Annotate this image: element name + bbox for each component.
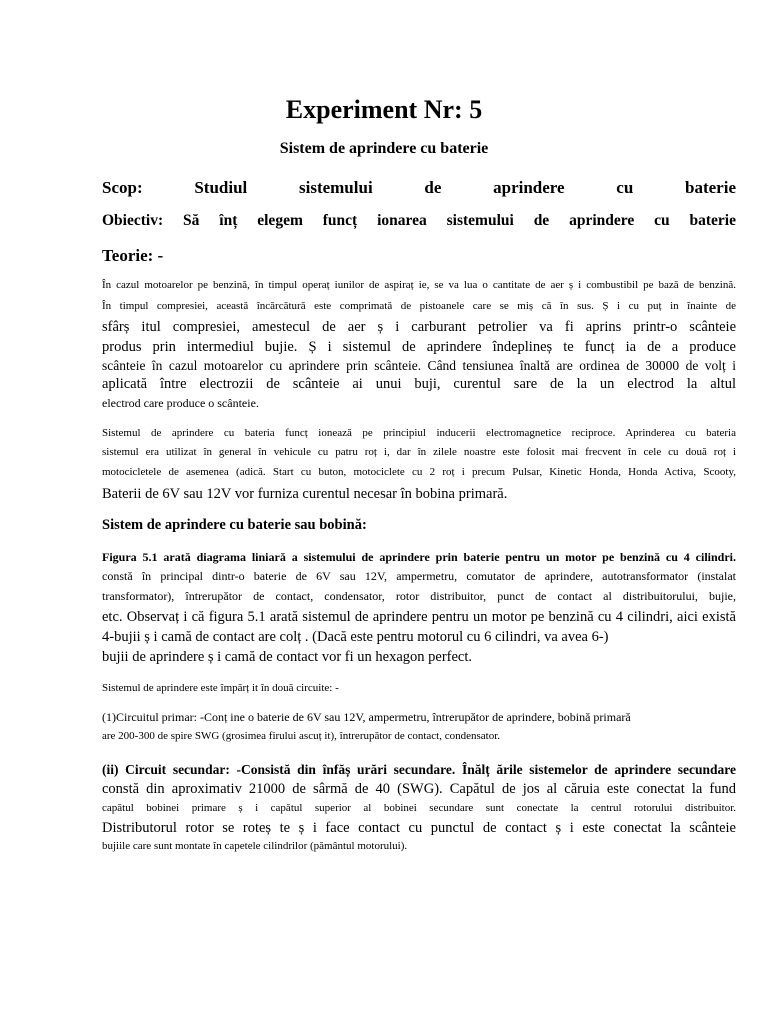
paragraph-line: Sistemul de aprindere este împărț it în două circuite: - xyxy=(102,682,339,694)
paragraph-line: (1)Circuitul primar: -Conț ine o baterie de 6V sau 12V, ampermetru, întrerupător de aprindere, bobină primară xyxy=(102,711,631,724)
paragraph-line: constă din aproximativ 21000 de sârmă de 40 (SWG). Capătul de jos al căruia este conectat la fund xyxy=(102,781,736,797)
paragraph-line: 4-bujii ș i camă de contact are colț . (Dacă este pentru motorul cu 6 cilindri, va avea 6-) xyxy=(102,629,609,645)
paragraph-line: etc. Observaț i că figura 5.1 arată sistemul de aprindere pentru un motor pe benzină cu 4 cilindri, aici există xyxy=(102,609,736,625)
paragraph-line: În timpul compresiei, această încărcătură este comprimată de pistoanele care se miș că în sus. Ș i cu puț in înainte de xyxy=(102,300,736,312)
paragraph-line: Figura 5.1 arată diagrama liniară a sistemului de aprindere prin baterie pentru un motor pe benzină cu 4 cilindri. xyxy=(102,551,736,564)
paragraph-line: sfârș itul compresiei, amestecul de aer ș i carburant petrolier va fi aprins printr-o scânteie xyxy=(102,319,736,335)
paragraph-line: electrod care produce o scânteie. xyxy=(102,397,259,410)
paragraph-line: Sistemul de aprindere cu bateria funcț ionează pe principiul inducerii electromagnetice reciproce. Aprinderea cu bateria xyxy=(102,427,736,439)
paragraph-line: constă în principal dintr-o baterie de 6V sau 12V, ampermetru, comutator de aprindere, autotransformator (instalat xyxy=(102,570,736,583)
paragraph-line: aplicată între electrozii de scânteie ai unui buji, curentul sare de la un electrod la altul xyxy=(102,376,736,392)
section-heading: Sistem de aprindere cu baterie sau bobină: xyxy=(102,517,367,533)
paragraph-line: transformator), întrerupător de contact, condensator, rotor distribuitor, punct de contact al distribuitorului, bujie, xyxy=(102,590,736,603)
scop-line: Scop: Studiul sistemului de aprindere cu baterie xyxy=(102,178,736,197)
paragraph-line: Distributorul rotor se roteș te ș i face contact cu punctul de contact ș i este conectat la scânteie xyxy=(102,820,736,836)
paragraph-line: are 200-300 de spire SWG (grosimea firului ascuț it), întrerupător de contact, condensator. xyxy=(102,730,501,742)
paragraph-line: Baterii de 6V sau 12V vor furniza curentul necesar în bobina primară. xyxy=(102,486,508,502)
paragraph-line: capătul bobinei primare ș i capătul superior al bobinei secundare sunt conectate la centrul rotorului distribuitor. xyxy=(102,802,736,814)
paragraph-line: motocicletele de asemenea (adică. Start cu buton, motociclete cu 2 roț i precum Pulsar, Kinetic Honda, Honda Activa, Scooty, xyxy=(102,466,736,478)
paragraph-line: (ii) Circuit secundar: -Consistă din înfăș urări secundare. Înălț ările sistemelor de aprindere secundare xyxy=(102,762,736,777)
paragraph-line: În cazul motoarelor pe benzină, în timpul operaț iunilor de aspiraț ie, se va lua o cantitate de aer ș i combustibil pe bază de benzină. xyxy=(102,279,736,291)
paragraph-line: bujiile care sunt montate în capetele cilindrilor (pământul motorului). xyxy=(102,840,408,852)
paragraph-line: produs prin intermediul bujie. Ș i sistemul de aprindere îndeplineș te funcț ia de a produce xyxy=(102,339,736,355)
page-subtitle: Sistem de aprindere cu baterie xyxy=(279,140,489,157)
page-title: Experiment Nr: 5 xyxy=(285,95,483,124)
teorie-heading: Teorie: - xyxy=(102,246,164,265)
paragraph-line: bujii de aprindere ș i camă de contact vor fi un hexagon perfect. xyxy=(102,649,472,665)
paragraph-line: scânteie în cazul motoarelor cu aprindere prin scânteie. Când tensiunea înaltă are ordinea de 30000 de volț i xyxy=(102,358,736,373)
paragraph-line: sistemul era utilizat în general în vehicule cu patru roț i, dar în zilele noastre este folosit mai frecvent în cele cu două roț i xyxy=(102,446,736,458)
obiectiv-line: Obiectiv: Să înț elegem funcț ionarea sistemului de aprindere cu baterie xyxy=(102,212,736,229)
